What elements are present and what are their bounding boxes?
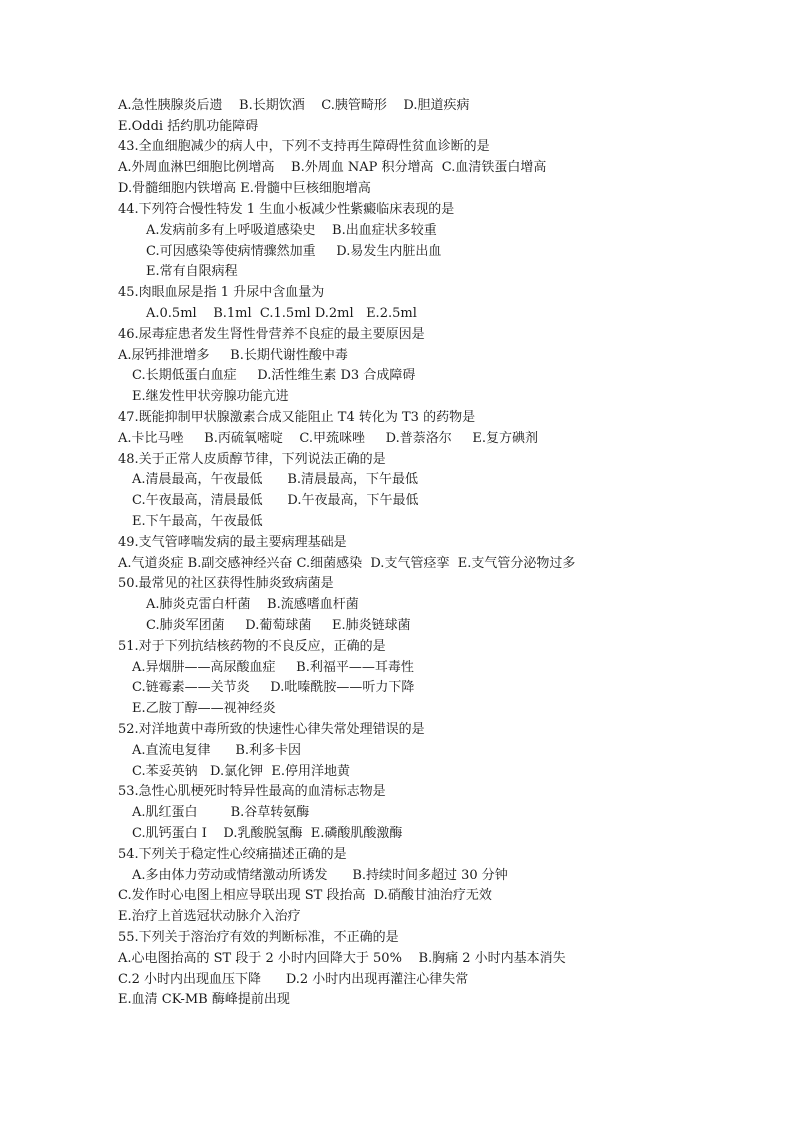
q45-question: 45.肉眼血尿是指 1 升尿中含血量为: [118, 285, 325, 300]
q50-question: 50.最常见的社区获得性肺炎致病菌是: [118, 576, 334, 591]
q49-question: 49.支气管哮喘发病的最主要病理基础是: [118, 535, 347, 550]
q43-question: 43.全血细胞减少的病人中，下列不支持再生障碍性贫血诊断的是: [118, 139, 490, 154]
q50-options-c-e: C.肺炎军团菌 D.葡萄球菌 E.肺炎链球菌: [146, 618, 411, 633]
q47-options: A.卡比马唑 B.丙硫氧嘧啶 C.甲巯咪唑 D.普萘洛尔 E.复方碘剂: [118, 431, 539, 446]
q50-options-a-b: A.肺炎克雷白杆菌 B.流感嗜血杆菌: [146, 597, 359, 612]
q55-options-a-b: A.心电图抬高的 ST 段于 2 小时内回降大于 50% B.胸痛 2 小时内基本消失: [118, 951, 566, 966]
q54-option-e: E.治疗上首选冠状动脉介入治疗: [118, 909, 301, 924]
q54-options-a-b: A.多由体力劳动或情绪激动所诱发 B.持续时间多超过 30 分钟: [132, 868, 508, 883]
q43-options-d-e: D.骨髓细胞内铁增高 E.骨髓中巨核细胞增高: [118, 181, 371, 196]
q46-options-a-b: A.尿钙排泄增多 B.长期代谢性酸中毒: [118, 348, 348, 363]
q45-options: A.0.5ml B.1ml C.1.5ml D.2ml E.2.5ml: [146, 306, 417, 321]
q53-options-a-b: A.肌红蛋白 B.谷草转氨酶: [132, 805, 310, 820]
q51-options-a-b: A.异烟肼——高尿酸血症 B.利福平——耳毒性: [132, 660, 414, 675]
q43-options-a-c: A.外周血淋巴细胞比例增高 B.外周血 NAP 积分增高 C.血清铁蛋白增高: [118, 160, 547, 175]
q52-options-c-e: C.苯妥英钠 D.氯化钾 E.停用洋地黄: [132, 764, 350, 779]
q46-options-c-d: C.长期低蛋白血症 D.活性维生素 D3 合成障碍: [132, 368, 416, 383]
q48-options-a-b: A.清晨最高，午夜最低 B.清晨最高，下午最低: [132, 472, 419, 487]
q54-options-c-d: C.发作时心电图上相应导联出现 ST 段抬高 D.硝酸甘油治疗无效: [118, 888, 492, 903]
q48-option-e: E.下午最高，午夜最低: [132, 514, 263, 529]
q55-options-c-d: C.2 小时内出现血压下降 D.2 小时内出现再灌注心律失常: [118, 972, 469, 987]
q52-question: 52.对洋地黄中毒所致的快速性心律失常处理错误的是: [118, 722, 425, 737]
q47-question: 47.既能抑制甲状腺激素合成又能阻止 T4 转化为 T3 的药物是: [118, 410, 476, 425]
q42-option-e: E.Oddi 括约肌功能障碍: [118, 119, 259, 134]
q55-question: 55.下列关于溶治疗有效的判断标准，不正确的是: [118, 930, 399, 945]
q42-options-a-d: A.急性胰腺炎后遗 B.长期饮酒 C.胰管畸形 D.胆道疾病: [118, 98, 470, 113]
q53-options-c-e: C.肌钙蛋白 I D.乳酸脱氢酶 E.磷酸肌酸激酶: [132, 826, 403, 841]
q48-question: 48.关于正常人皮质醇节律，下列说法正确的是: [118, 452, 386, 467]
q46-question: 46.尿毒症患者发生肾性骨营养不良症的最主要原因是: [118, 327, 425, 342]
q48-options-c-d: C.午夜最高，清晨最低 D.午夜最高，下午最低: [132, 493, 419, 508]
q44-options-c-d: C.可因感染等使病情骤然加重 D.易发生内脏出血: [146, 244, 442, 259]
q44-option-e: E.常有自限病程: [146, 264, 238, 279]
q53-question: 53.急性心肌梗死时特异性最高的血清标志物是: [118, 784, 386, 799]
q54-question: 54.下列关于稳定性心绞痛描述正确的是: [118, 847, 347, 862]
q46-option-e: E.继发性甲状旁腺功能亢进: [132, 389, 289, 404]
q55-option-e: E.血清 CK-MB 酶峰提前出现: [118, 992, 290, 1007]
q44-options-a-b: A.发病前多有上呼吸道感染史 B.出血症状多较重: [146, 223, 437, 238]
q52-options-a-b: A.直流电复律 B.利多卡因: [132, 743, 302, 758]
q44-question: 44.下列符合慢性特发 1 生血小板减少性紫癜临床表现的是: [118, 202, 455, 217]
q49-options: A.气道炎症 B.副交感神经兴奋 C.细菌感染 D.支气管痉挛 E.支气管分泌物过多: [118, 556, 576, 571]
q51-option-e: E.乙胺丁醇——视神经炎: [132, 701, 276, 716]
q51-question: 51.对于下列抗结核药物的不良反应，正确的是: [118, 639, 386, 654]
q51-options-c-d: C.链霉素——关节炎 D.吡嗪酰胺——听力下降: [132, 680, 415, 695]
